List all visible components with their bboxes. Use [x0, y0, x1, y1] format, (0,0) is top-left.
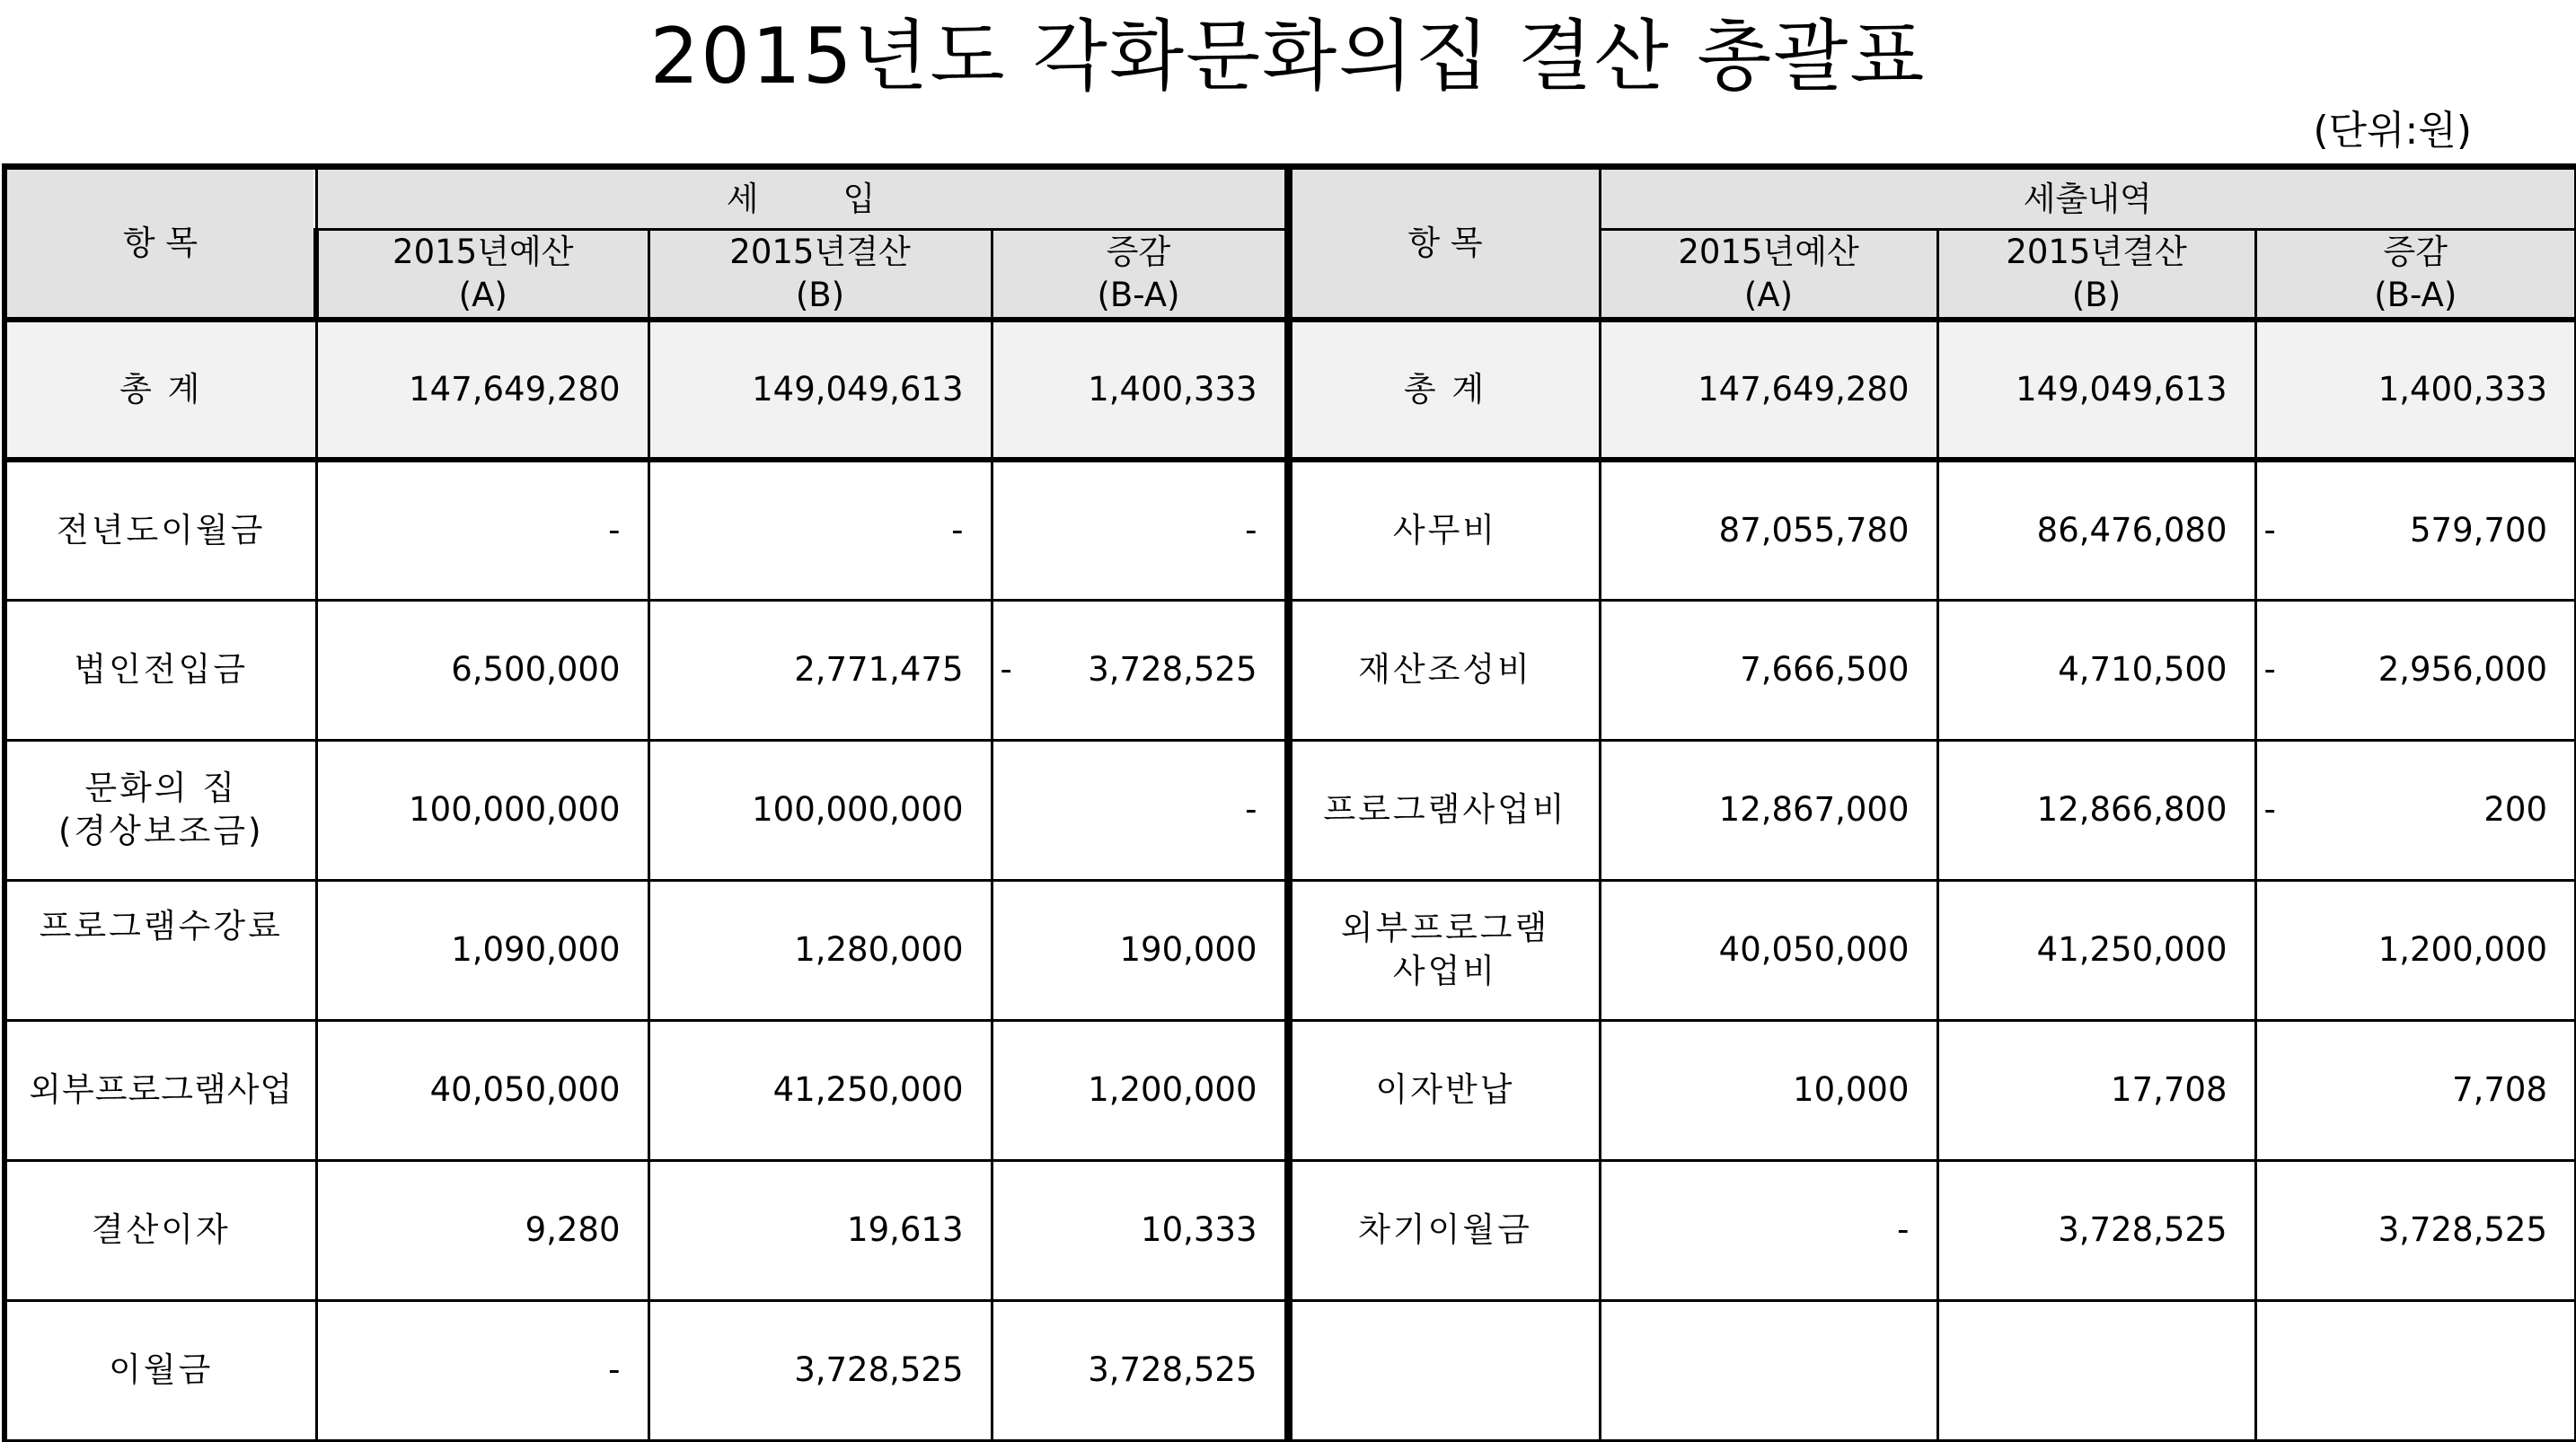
income-diff-value: 3,728,525 — [1088, 1350, 1257, 1389]
expense-diff-value: 2,956,000 — [2378, 650, 2548, 689]
expense-diff — [2255, 740, 2576, 880]
expense-settle: 12,866,800 — [1937, 740, 2255, 880]
total-income-settle: 149,049,613 — [648, 320, 992, 460]
expense-budget: 10,000 — [1600, 1020, 1937, 1160]
income-diff — [992, 600, 1288, 740]
income-budget: 6,500,000 — [316, 600, 648, 740]
total-label-expense: 총 계 — [1288, 320, 1600, 460]
table-row — [4, 880, 2576, 1020]
income-settle: - — [648, 460, 992, 600]
income-settle: 2,771,475 — [648, 600, 992, 740]
expense-diff-value: 7,708 — [2452, 1070, 2548, 1109]
income-settle: 3,728,525 — [648, 1300, 992, 1440]
expense-diff — [2255, 1300, 2576, 1440]
expense-label: 프로그램사업비 — [1288, 740, 1600, 880]
header-expense-settle: 2015년결산 (B) — [1937, 230, 2255, 321]
expense-settle: 3,728,525 — [1937, 1160, 2255, 1300]
header-item-income: 항 목 — [4, 167, 316, 321]
header-income-diff: 증감 (B-A) — [992, 230, 1288, 321]
income-budget: 40,050,000 — [316, 1020, 648, 1160]
expense-diff — [2255, 1160, 2576, 1300]
income-label: 문화의 집 (경상보조금) — [4, 740, 316, 880]
income-label: 프로그램수강료 — [4, 880, 316, 1020]
income-budget: 1,090,000 — [316, 880, 648, 1020]
income-diff-value: - — [1245, 790, 1257, 829]
income-diff — [992, 1160, 1288, 1300]
minus-sign: - — [2263, 510, 2276, 550]
expense-settle: 4,710,500 — [1937, 600, 2255, 740]
header-expense-diff: 증감 (B-A) — [2255, 230, 2576, 321]
expense-diff — [2255, 600, 2576, 740]
expense-budget — [1600, 1300, 1937, 1440]
expense-diff — [2255, 1020, 2576, 1160]
income-settle: 1,280,000 — [648, 880, 992, 1020]
total-expense-settle: 149,049,613 — [1937, 320, 2255, 460]
table-row — [4, 600, 2576, 740]
total-label-income: 총 계 — [4, 320, 316, 460]
income-label: 외부프로그램사업 — [4, 1020, 316, 1160]
income-diff — [992, 460, 1288, 600]
header-expense-group: 세출내역 — [1600, 167, 2576, 230]
income-diff — [992, 880, 1288, 1020]
expense-settle — [1937, 1300, 2255, 1440]
expense-budget: 7,666,500 — [1600, 600, 1937, 740]
expense-diff-value: 200 — [2483, 790, 2548, 829]
income-budget: - — [316, 1300, 648, 1440]
income-diff — [992, 740, 1288, 880]
expense-budget: 12,867,000 — [1600, 740, 1937, 880]
total-expense-diff: 1,400,333 — [2255, 320, 2576, 460]
income-settle: 19,613 — [648, 1160, 992, 1300]
table-row — [4, 1160, 2576, 1300]
header-income-settle: 2015년결산 (B) — [648, 230, 992, 321]
income-diff-value: 190,000 — [1119, 930, 1257, 969]
unit-note: (단위:원) — [2313, 108, 2472, 154]
minus-sign: - — [1000, 650, 1012, 689]
expense-diff-value: 579,700 — [2410, 510, 2548, 550]
table-row — [4, 740, 2576, 880]
income-diff — [992, 1020, 1288, 1160]
total-income-diff: 1,400,333 — [992, 320, 1288, 460]
expense-label: 이자반납 — [1288, 1020, 1600, 1160]
expense-budget: 87,055,780 — [1600, 460, 1937, 600]
income-diff-value: 3,728,525 — [1088, 650, 1257, 689]
expense-label: 외부프로그램 사업비 — [1288, 880, 1600, 1020]
expense-settle: 86,476,080 — [1937, 460, 2255, 600]
income-diff-value: - — [1245, 510, 1257, 550]
table-row — [4, 1020, 2576, 1160]
header-income-group: 세 입 — [316, 167, 1288, 230]
expense-settle: 41,250,000 — [1937, 880, 2255, 1020]
expense-diff-value: 1,200,000 — [2378, 930, 2548, 969]
income-diff-value: 1,200,000 — [1088, 1070, 1257, 1109]
expense-label: 재산조성비 — [1288, 600, 1600, 740]
table-row — [4, 460, 2576, 600]
expense-budget: 40,050,000 — [1600, 880, 1937, 1020]
income-budget: - — [316, 460, 648, 600]
minus-sign: - — [2263, 650, 2276, 689]
income-settle: 100,000,000 — [648, 740, 992, 880]
header-income-budget: 2015년예산 (A) — [316, 230, 648, 321]
expense-settle: 17,708 — [1937, 1020, 2255, 1160]
income-budget: 100,000,000 — [316, 740, 648, 880]
header-row-group — [4, 167, 2576, 230]
income-label: 결산이자 — [4, 1160, 316, 1300]
expense-budget: - — [1600, 1160, 1937, 1300]
expense-diff — [2255, 460, 2576, 600]
expense-diff — [2255, 880, 2576, 1020]
income-budget: 9,280 — [316, 1160, 648, 1300]
total-income-budget: 147,649,280 — [316, 320, 648, 460]
income-diff-value: 10,333 — [1141, 1210, 1257, 1249]
income-settle: 41,250,000 — [648, 1020, 992, 1160]
expense-label: 사무비 — [1288, 460, 1600, 600]
income-label: 전년도이월금 — [4, 460, 316, 600]
minus-sign: - — [2263, 790, 2276, 829]
document-title: 2015년도 각화문화의집 결산 총괄표 — [649, 12, 1927, 101]
total-expense-budget: 147,649,280 — [1600, 320, 1937, 460]
header-item-expense: 항 목 — [1288, 167, 1600, 321]
income-label: 이월금 — [4, 1300, 316, 1440]
income-diff — [992, 1300, 1288, 1440]
settlement-summary-table — [2, 163, 2576, 1442]
total-row — [4, 320, 2576, 460]
expense-label — [1288, 1300, 1600, 1440]
expense-diff-value: 3,728,525 — [2378, 1210, 2548, 1249]
header-expense-budget: 2015년예산 (A) — [1600, 230, 1937, 321]
table-row — [4, 1300, 2576, 1440]
income-label: 법인전입금 — [4, 600, 316, 740]
expense-label: 차기이월금 — [1288, 1160, 1600, 1300]
